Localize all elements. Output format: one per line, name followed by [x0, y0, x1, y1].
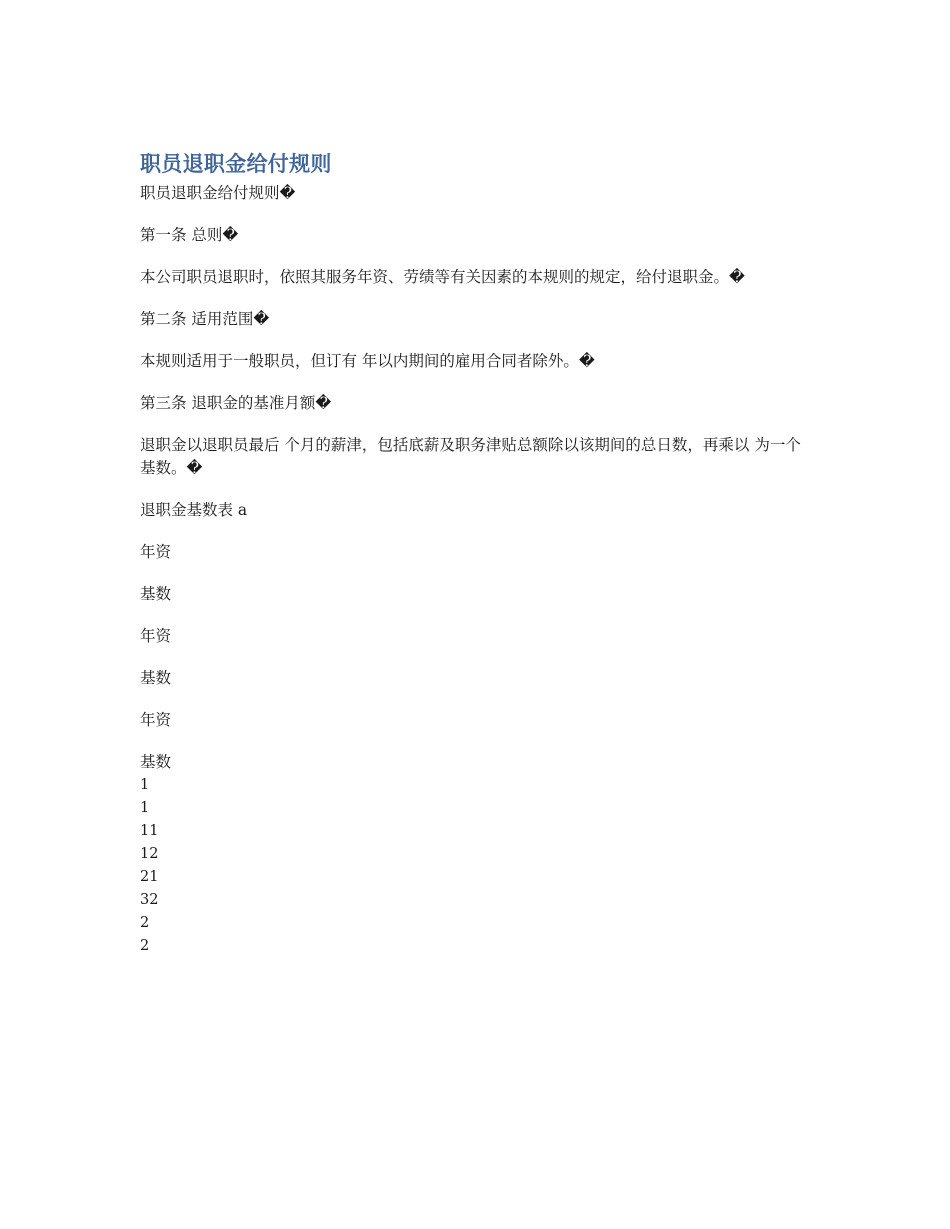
table-header-years: 年资 — [140, 711, 172, 729]
table-header-base: 基数 — [140, 669, 172, 687]
table-cell: 2 — [140, 938, 150, 954]
document-page — [140, 150, 810, 958]
article-2-heading: 第二条 适用范围� — [140, 310, 270, 328]
table-cell: 11 — [140, 823, 159, 839]
table-header-years: 年资 — [140, 543, 172, 561]
table-cell: 1 — [140, 777, 150, 793]
table-cell: 1 — [140, 800, 150, 816]
article-1-body: 本公司职员退职时，依照其服务年资、劳绩等有关因素的本规则的规定，给付退职金。� — [140, 268, 745, 286]
article-3-body: 退职金以退职员最后 个月的薪津，包括底薪及职务津贴总额除以该期间的总日数，再乘以 为一个基数。� — [140, 436, 801, 477]
table-header-years: 年资 — [140, 627, 172, 645]
table-cell: 12 — [140, 846, 159, 862]
table-cell: 32 — [140, 892, 159, 908]
table-header-base: 基数 — [140, 753, 172, 771]
paragraph-heading-repeat: 职员退职金给付规则� — [140, 184, 296, 202]
document-title: 职员退职金给付规则 — [140, 152, 332, 176]
article-1-heading: 第一条 总则� — [140, 226, 239, 244]
table-header-base: 基数 — [140, 585, 172, 603]
article-3-heading: 第三条 退职金的基准月额� — [140, 394, 332, 412]
table-cell: 21 — [140, 869, 159, 885]
table-caption: 退职金基数表 a — [140, 501, 248, 519]
article-2-body: 本规则适用于一般职员，但订有 年以内期间的雇用合同者除外。� — [140, 352, 595, 370]
table-cell: 2 — [140, 915, 150, 931]
